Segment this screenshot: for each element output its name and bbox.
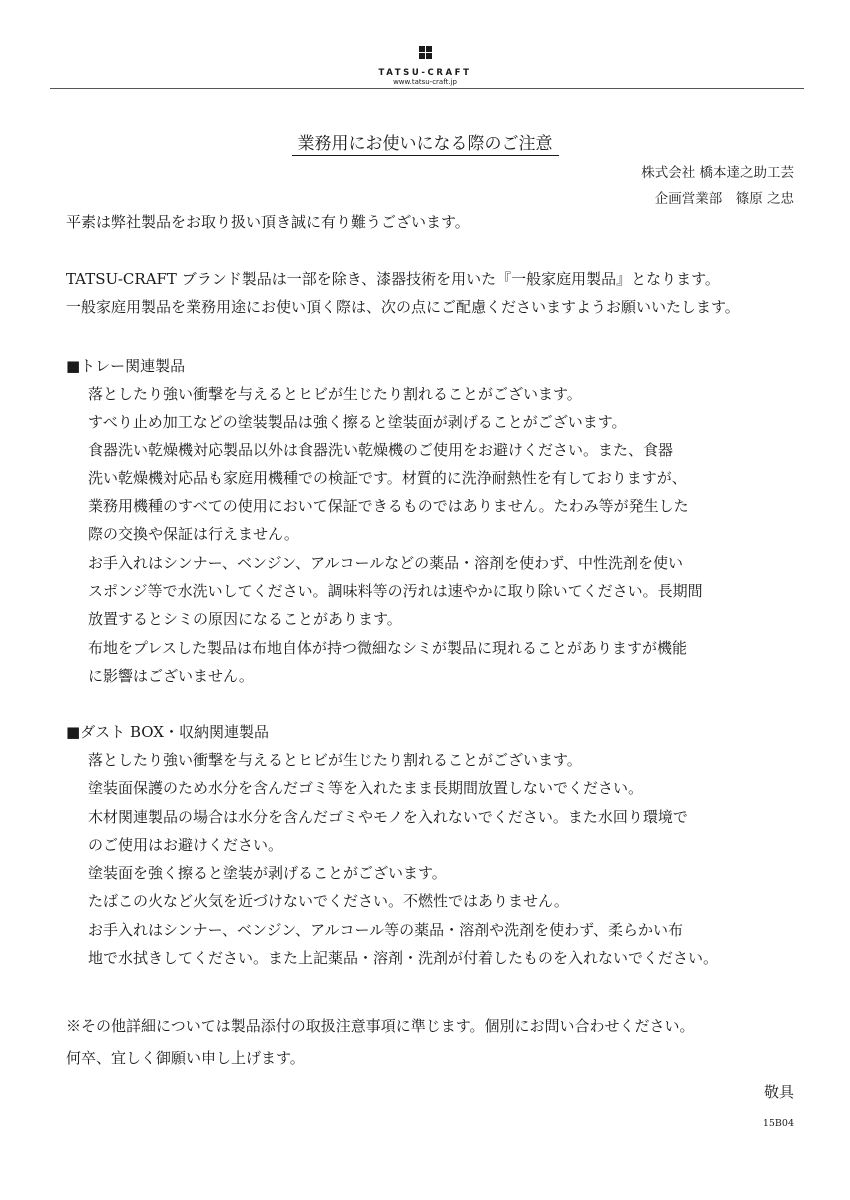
list-item: 業務用機種のすべての使用において保証できるものではありません。たわみ等が発生した (88, 497, 689, 515)
list-item: 地で水拭きしてください。また上記薬品・溶剤・洗剤が付着したものを入れないでください。 (88, 949, 719, 967)
list-item: 食器洗い乾燥機対応製品以外は食器洗い乾燥機のご使用をお避けください。また、食器 (88, 441, 674, 459)
intro-line: 一般家庭用製品を業務用途にお使い頂く際は、次の点にご配慮くださいますようお願いいたします。 (66, 298, 740, 316)
closing-word: 敬具 (763, 1083, 794, 1101)
header-divider (50, 88, 804, 89)
sender-company: 株式会社 橋本達之助工芸 (641, 165, 794, 181)
list-item: 塗装面保護のため水分を含んだゴミ等を入れたまま長期間放置しないでください。 (88, 779, 644, 797)
section-heading-dustbox: ■ダスト BOX・収納関連製品 (66, 723, 269, 741)
list-item: 布地をプレスした製品は布地自体が持つ微細なシミが製品に現れることがありますが機能 (88, 639, 687, 657)
list-item: 落としたり強い衝撃を与えるとヒビが生じたり割れることがございます。 (88, 385, 582, 403)
sender-department: 企画営業部 篠原 之忠 (654, 191, 794, 207)
document-title-text: 業務用にお使いになる際のご注意 (292, 134, 559, 156)
list-item: 際の交換や保証は行えません。 (88, 525, 299, 543)
list-item: のご使用はお避けください。 (88, 836, 284, 854)
list-item: お手入れはシンナー、ベンジン、アルコールなどの薬品・溶剤を使わず、中性洗剤を使い (88, 554, 683, 572)
document-code: 15B04 (762, 1118, 794, 1129)
list-item: お手入れはシンナー、ベンジン、アルコール等の薬品・溶剤や洗剤を使わず、柔らかい布 (88, 921, 683, 939)
list-item: 木材関連製品の場合は水分を含んだゴミやモノを入れないでください。また水回り環境で (88, 808, 688, 826)
list-item: すべり止め加工などの塗装製品は強く擦ると塗装面が剥げることがございます。 (88, 413, 627, 431)
list-item: スポンジ等で水洗いしてください。調味料等の汚れは速やかに取り除いてください。長期間 (88, 582, 703, 600)
greeting: 平素は弊社製品をお取り扱い頂き誠に有り難うございます。 (66, 213, 470, 231)
letterhead (0, 44, 850, 87)
section-heading-tray: ■トレー関連製品 (66, 357, 186, 375)
intro-line: TATSU-CRAFT ブランド製品は一部を除き、漆器技術を用いた『一般家庭用製品』となります。 (66, 270, 720, 288)
list-item: 放置するとシミの原因になることがあります。 (88, 610, 402, 628)
list-item: たばこの火など火気を近づけないでください。不燃性ではありません。 (88, 892, 569, 910)
list-item: 洗い乾燥機対応品も家庭用機種での検証です。材質的に洗浄耐熱性を有しておりますが、 (88, 469, 687, 487)
closing-request: 何卒、宜しく御願い申し上げます。 (66, 1049, 305, 1067)
list-item: 塗装面を強く擦ると塗装が剥げることがございます。 (88, 864, 447, 882)
list-item: 落としたり強い衝撃を与えるとヒビが生じたり割れることがございます。 (88, 751, 582, 769)
brand-name: TATSU-CRAFT (378, 68, 472, 78)
document-title (0, 132, 850, 156)
note: ※その他詳細については製品添付の取扱注意事項に準じます。個別にお問い合わせください。 (66, 1017, 695, 1035)
list-item: に影響はございません。 (88, 667, 254, 685)
brand-logo-icon (419, 46, 432, 59)
brand-url: www.tatsu-craft.jp (393, 78, 457, 86)
